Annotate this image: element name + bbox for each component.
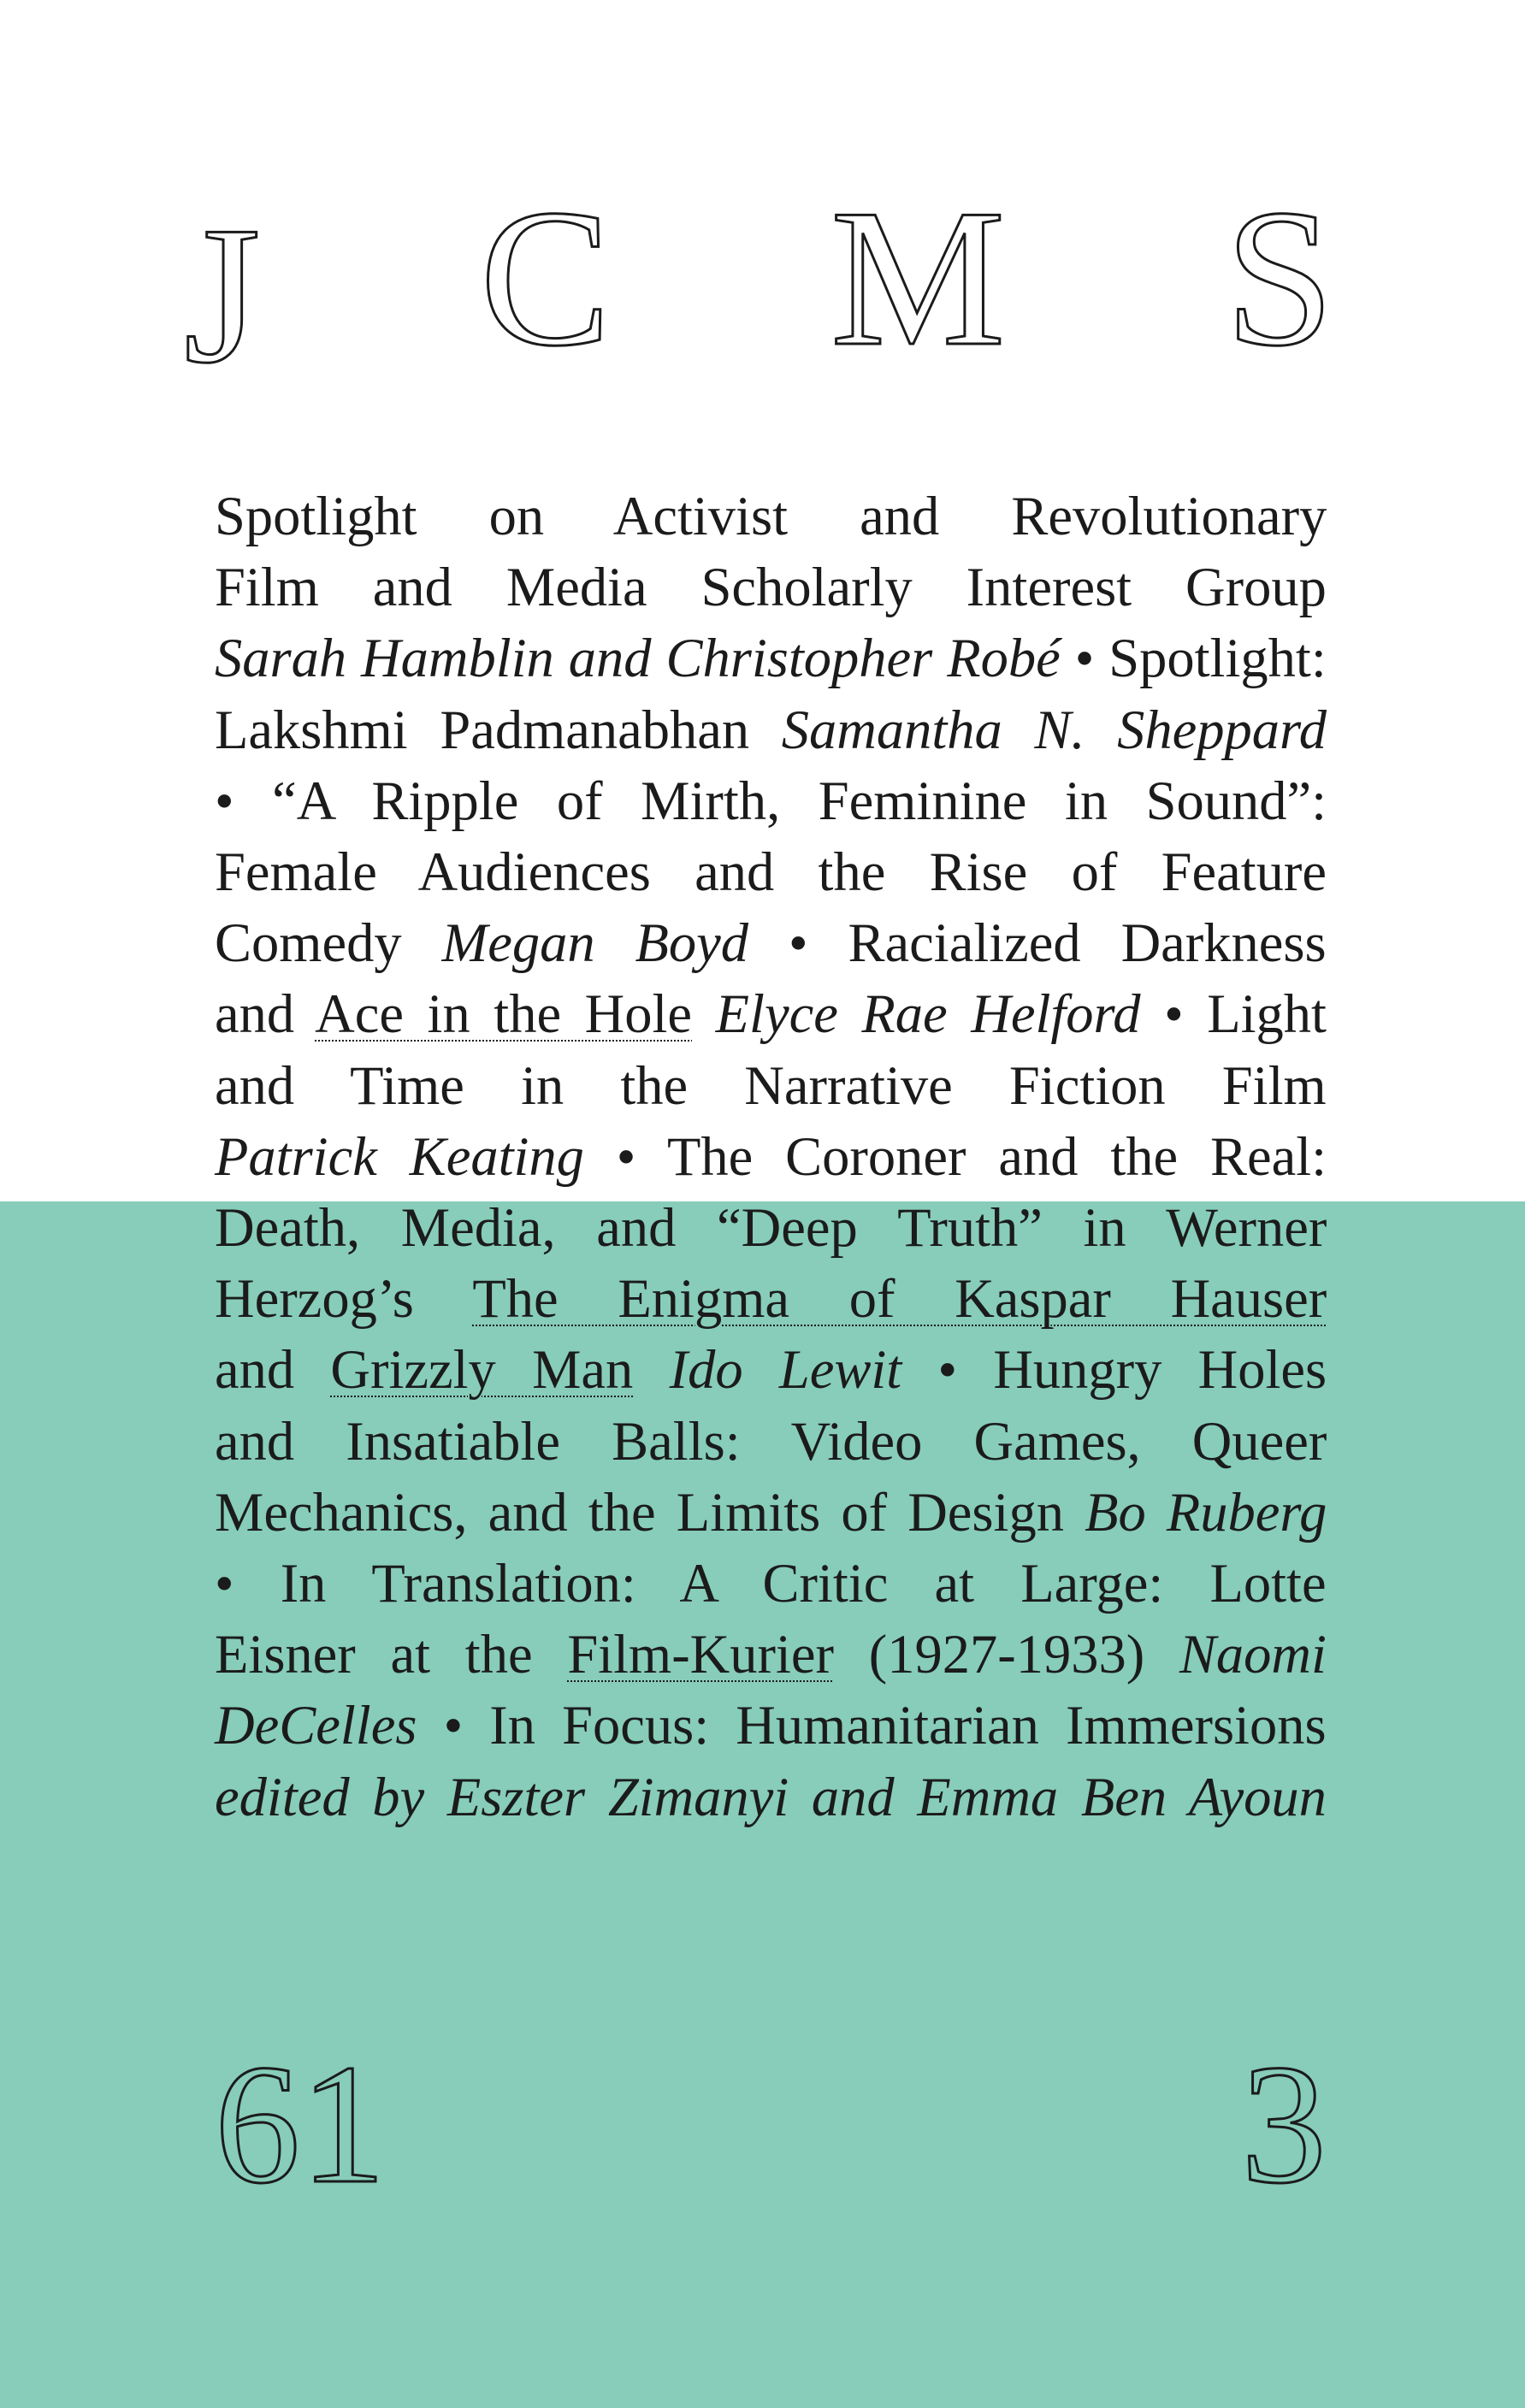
contents-line xyxy=(215,1548,1327,1619)
author-name: Samantha N. Sheppard xyxy=(781,699,1327,760)
author-name: Patrick Keating xyxy=(215,1125,584,1187)
contents-line xyxy=(215,1121,1327,1192)
contents-line xyxy=(215,1762,1327,1833)
author-name: edited by Eszter Zimanyi and Emma Ben Ayoun xyxy=(215,1766,1327,1827)
table-of-contents xyxy=(215,481,1327,1833)
contents-text: • Light xyxy=(1140,983,1327,1045)
masthead-letter-m: M xyxy=(830,168,1006,387)
contents-text: Film and Media Scholarly Interest Group xyxy=(215,557,1327,618)
contents-line xyxy=(215,836,1327,907)
contents-text: Herzog’s xyxy=(215,1268,473,1330)
volume-number: 61 xyxy=(215,2030,386,2219)
contents-text xyxy=(692,983,716,1044)
author-name: Megan Boyd xyxy=(441,912,749,974)
author-name: Naomi xyxy=(1179,1624,1327,1685)
masthead-letter-j: J xyxy=(184,186,261,404)
author-name: Elyce Rae Helford xyxy=(715,983,1141,1045)
journal-masthead xyxy=(184,168,1334,404)
contents-text: Mechanics, and the Limits of Design xyxy=(215,1481,1085,1543)
contents-text: and xyxy=(215,1339,331,1401)
contents-line xyxy=(215,1334,1327,1405)
masthead-letter-s: S xyxy=(1225,168,1334,387)
contents-text: Female Audiences and the Rise of Feature xyxy=(215,841,1327,903)
issue-numbers xyxy=(215,2030,1327,2219)
contents-line xyxy=(215,1477,1327,1548)
author-name: Ido Lewit xyxy=(669,1339,902,1401)
contents-line xyxy=(215,552,1327,623)
contents-text: Eisner at the xyxy=(215,1624,568,1685)
contents-text: and xyxy=(215,983,316,1045)
contents-line xyxy=(215,1690,1327,1761)
contents-text: and Insatiable Balls: Video Games, Queer xyxy=(215,1410,1327,1472)
contents-line xyxy=(215,978,1327,1049)
contents-text: Death, Media, and “Deep Truth” in Werner xyxy=(215,1197,1327,1259)
contents-line xyxy=(215,694,1327,765)
title-reference: Grizzly Man xyxy=(330,1339,634,1401)
author-name: Bo Ruberg xyxy=(1085,1481,1327,1543)
contents-text: • Racialized Darkness xyxy=(748,912,1327,974)
contents-text: and Time in the Narrative Fiction Film xyxy=(215,1054,1327,1116)
contents-text: • In Translation: A Critic at Large: Lotte xyxy=(215,1553,1327,1614)
contents-line xyxy=(215,1192,1327,1263)
contents-line xyxy=(215,1406,1327,1477)
author-name: Sarah Hamblin and Christopher Robé xyxy=(215,628,1061,689)
title-reference: Film-Kurier xyxy=(567,1624,835,1685)
contents-line xyxy=(215,481,1327,552)
issue-number: 3 xyxy=(1241,2030,1327,2219)
contents-text: Spotlight on Activist and Revolutionary xyxy=(215,486,1327,546)
masthead-letter-c: C xyxy=(480,168,612,387)
contents-text: • Spotlight: xyxy=(1060,628,1327,689)
contents-text: (1927-1933) xyxy=(834,1624,1179,1685)
contents-line xyxy=(215,1619,1327,1690)
contents-text: • “A Ripple of Mirth, Feminine in Sound”: xyxy=(215,770,1327,831)
title-reference: Ace in the Hole xyxy=(315,983,693,1045)
contents-text: Comedy xyxy=(215,912,442,974)
contents-text: Lakshmi Padmanabhan xyxy=(215,699,782,760)
contents-line xyxy=(215,623,1327,693)
contents-line xyxy=(215,907,1327,978)
title-reference: The Enigma of Kaspar Hauser xyxy=(472,1268,1327,1330)
contents-line xyxy=(215,765,1327,836)
contents-text xyxy=(633,1339,669,1400)
contents-text: • Hungry Holes xyxy=(901,1339,1327,1401)
author-name: DeCelles xyxy=(215,1695,417,1756)
contents-text: • The Coroner and the Real: xyxy=(583,1125,1327,1187)
contents-line xyxy=(215,1263,1327,1334)
contents-text: • In Focus: Humanitarian Immersions xyxy=(417,1695,1327,1756)
contents-line xyxy=(215,1050,1327,1121)
